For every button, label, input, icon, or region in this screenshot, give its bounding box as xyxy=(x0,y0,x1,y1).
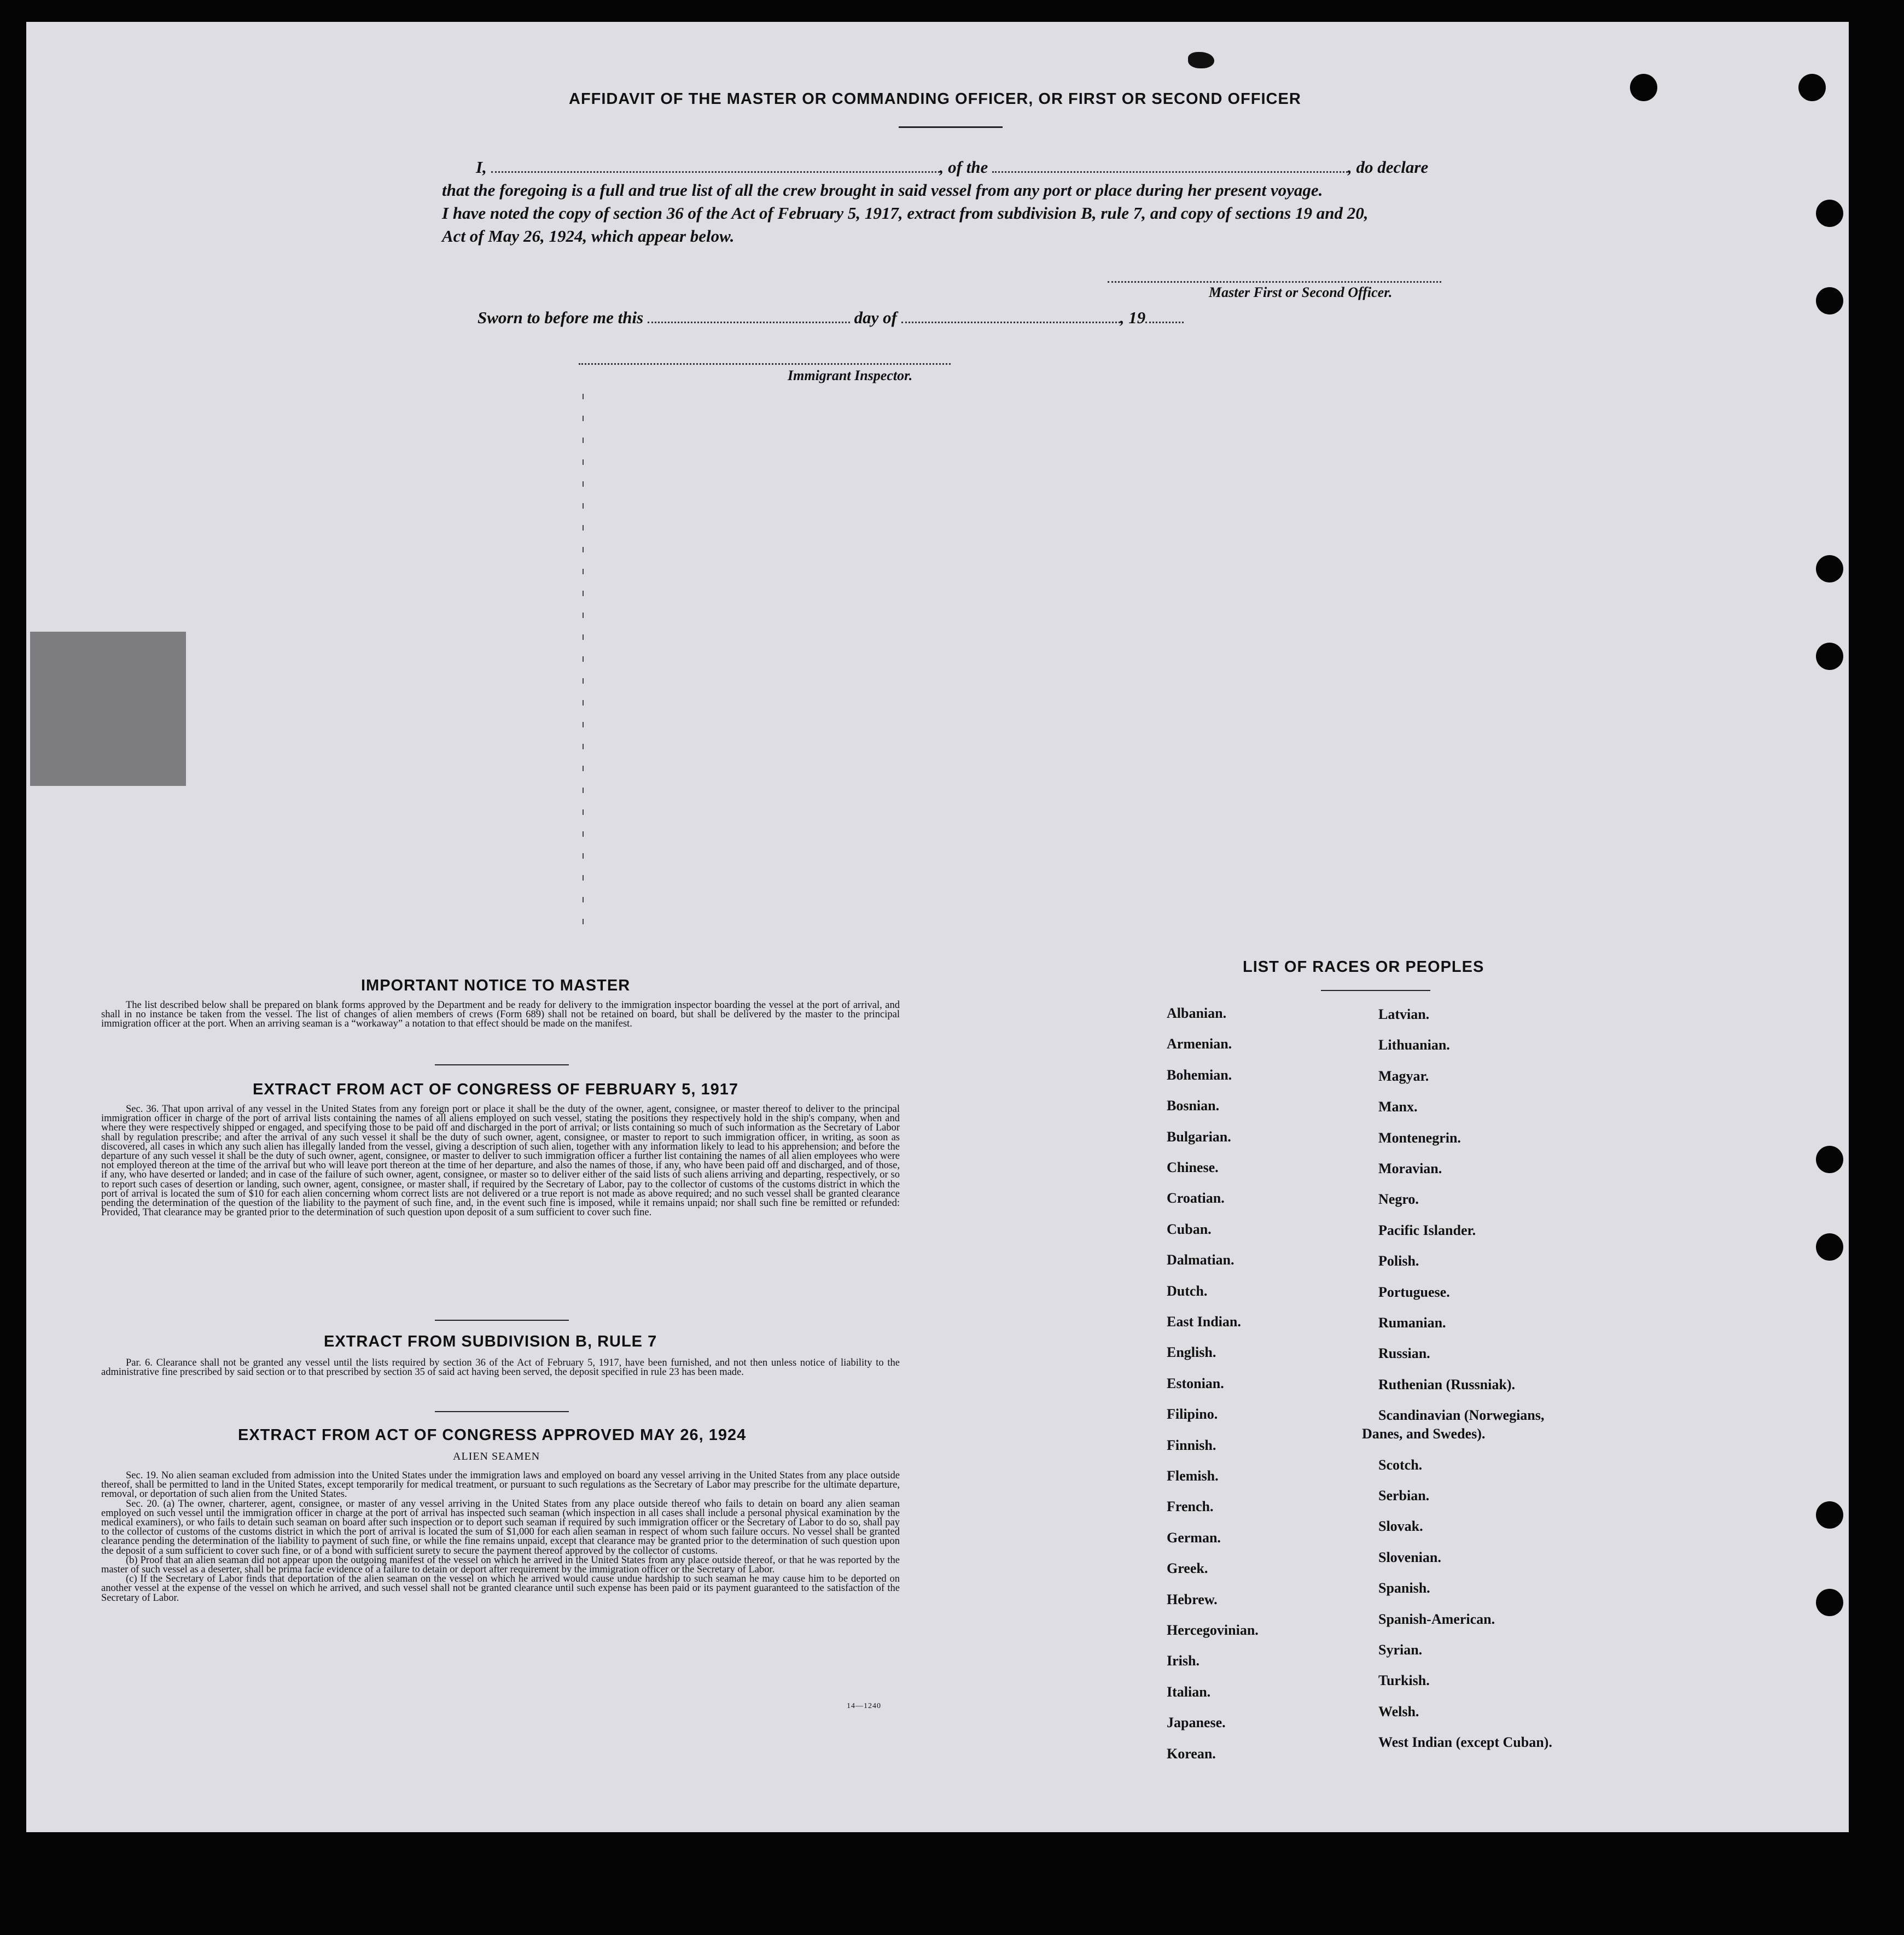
race-item: Montenegrin. xyxy=(1378,1129,1461,1146)
race-item: Pacific Islander. xyxy=(1378,1222,1476,1238)
race-item: Finnish. xyxy=(1167,1437,1216,1453)
race-item: Manx. xyxy=(1378,1099,1418,1115)
race-item: Syrian. xyxy=(1378,1642,1423,1658)
punch-hole xyxy=(1816,1589,1843,1616)
punch-hole xyxy=(1816,287,1843,314)
race-item: Hercegovinian. xyxy=(1167,1622,1259,1638)
declaration-line-2: that the foregoing is a full and true list of all the crew brought in said vessel from any port or place during her present voyage. xyxy=(442,180,1323,200)
notice-paragraph: The list described below shall be prepared on blank forms approved by the Department and be ready for delivery to the immigration inspector boarding the vessel at the port of arrival, and shall in no instance be taken from the vessel. The list of changes of alien members of crews (Form 689) shall not be retained on board, but shall be delivered by the master to the principal immigration officer at the port. When an arriving seaman is a “workaway” a notation to that effect should be made on the manifest. xyxy=(101,1000,900,1030)
race-item: Flemish. xyxy=(1167,1468,1219,1484)
race-item: Negro. xyxy=(1378,1191,1419,1208)
section-divider xyxy=(435,1064,569,1065)
extract-1917-title: EXTRACT FROM ACT OF CONGRESS OF FEBRUARY 5, 1917 xyxy=(253,1081,739,1098)
declaration-line-4: Act of May 26, 1924, which appear below. xyxy=(442,226,735,246)
race-item: East Indian. xyxy=(1167,1314,1241,1330)
race-item: Moravian. xyxy=(1378,1161,1442,1176)
race-item: Japanese. xyxy=(1167,1715,1226,1731)
extract-1924-title: EXTRACT FROM ACT OF CONGRESS APPROVED MAY 26, 1924 xyxy=(238,1426,747,1444)
race-item: Bohemian. xyxy=(1167,1066,1232,1083)
sworn-text: Sworn to before me this xyxy=(478,308,644,327)
sworn-line xyxy=(478,308,1184,328)
notice-text xyxy=(101,1001,900,1029)
rule-7-text xyxy=(101,1359,900,1377)
year-text: , 19 xyxy=(1120,308,1146,327)
ink-blot xyxy=(1188,52,1214,68)
race-item: Magyar. xyxy=(1378,1068,1429,1084)
punch-hole xyxy=(1816,1233,1843,1261)
punch-hole xyxy=(1816,1501,1843,1529)
race-item: Dalmatian. xyxy=(1167,1252,1235,1268)
section-divider xyxy=(435,1411,569,1412)
race-item: Chinese. xyxy=(1167,1159,1219,1175)
race-item: Filipino. xyxy=(1167,1406,1218,1423)
race-item: Hebrew. xyxy=(1167,1591,1218,1607)
section-divider xyxy=(435,1320,569,1321)
race-item: Turkish. xyxy=(1378,1672,1430,1689)
sworn-day-blank[interactable] xyxy=(648,318,850,323)
race-item: Greek. xyxy=(1167,1560,1208,1577)
race-item: Bulgarian. xyxy=(1167,1128,1231,1145)
race-item: Portuguese. xyxy=(1378,1284,1450,1300)
race-item: Polish. xyxy=(1378,1253,1419,1269)
race-item: Armenian. xyxy=(1167,1036,1232,1052)
race-item: Scandinavian (Norwegians, xyxy=(1378,1407,1545,1424)
race-item: Slovak. xyxy=(1378,1518,1423,1535)
extract-1924-text xyxy=(101,1471,900,1603)
declaration-declare: , do declare xyxy=(1348,158,1429,177)
sworn-month-blank[interactable] xyxy=(901,318,1120,323)
race-item: Scotch. xyxy=(1378,1456,1423,1473)
race-item: Albanian. xyxy=(1167,1005,1227,1021)
affidavit-title: AFFIDAVIT OF THE MASTER OR COMMANDING OFFICER, OR FIRST OR SECOND OFFICER xyxy=(569,90,1301,108)
race-item: Latvian. xyxy=(1378,1006,1430,1022)
sec-20a-paragraph: Sec. 20. (a) The owner, charterer, agent, consignee, or master of any vessel arriving in the United States from any place outside thereof who fails to detain on board any alien seaman employed on such vessel until the immigration officer in charge at the port of arrival has inspected such seaman (which inspection in all cases shall include a personal physical examination by the medical examiners), or who fails to detain such seaman on board after such inspection or to deport such seaman if required by such immigration officer or the Secretary of Labor to do so, shall pay to the collector of customs of the customs district in which the port of arrival is located the sum of $1,000 for each alien seaman in respect of whom such failure occurs. No vessel shall be granted clearance pending the determination of the liability to payment of such fine, or while the fine remains unpaid, except that clearance may be granted prior to the determination of such question upon the deposit of a sum sufficient to cover such fine, or of a bond with sufficient surety to secure the payment thereof approved by the collector of customs. xyxy=(101,1498,900,1557)
race-item: Slovenian. xyxy=(1378,1549,1441,1565)
races-title: LIST OF RACES OR PEOPLES xyxy=(1243,958,1484,976)
race-item: Russian. xyxy=(1378,1345,1430,1362)
par-6-paragraph: Par. 6. Clearance shall not be granted any vessel until the lists required by section 36 of the Act of February 5, 1917, have been furnished, and not then unless notice of liability to the administrative fine prescribed by said section or to that prescribed by section 35 of said act having been served, the deposit specified in rule 23 has been made. xyxy=(101,1357,900,1378)
notice-title: IMPORTANT NOTICE TO MASTER xyxy=(361,977,631,994)
day-of-text: day of xyxy=(854,308,897,327)
sec-20c-paragraph: (c) If the Secretary of Labor finds that deportation of the alien seaman on the vessel on which he arrived would cause undue hardship to such seaman he may cause him to be deported on another vessel at the expense of the vessel on which he arrived, and such vessel shall not be granted clearance until such expense has been paid or its payment guaranteed to the satisfaction of the Secretary of Labor. xyxy=(101,1573,900,1604)
race-item: French. xyxy=(1167,1499,1214,1515)
sworn-year-blank[interactable] xyxy=(1145,318,1184,323)
race-item: West Indian (except Cuban). xyxy=(1378,1734,1552,1751)
master-signature-line[interactable] xyxy=(1108,281,1441,283)
master-signature-label: Master First or Second Officer. xyxy=(1209,284,1393,300)
stamp-mark xyxy=(30,632,186,786)
punch-hole xyxy=(1816,555,1843,582)
race-item: German. xyxy=(1167,1529,1221,1546)
race-item: Cuban. xyxy=(1167,1221,1212,1237)
race-item: Bosnian. xyxy=(1167,1098,1220,1114)
declaration-line-1 xyxy=(476,158,1428,177)
extract-1917-text xyxy=(101,1105,900,1217)
race-item: Korean. xyxy=(1167,1745,1216,1762)
sec-20b-paragraph: (b) Proof that an alien seaman did not appear upon the outgoing manifest of the vessel on which he arrived in the United States from any place outside thereof, or that he was reported by the master of such vessel as a deserter, shall be prima facie evidence of a failure to detain or deport after requirement by the immigration officer or the Secretary of Labor. xyxy=(101,1554,900,1576)
race-item: Serbian. xyxy=(1378,1488,1430,1503)
race-item: English. xyxy=(1167,1344,1216,1361)
races-divider xyxy=(1321,990,1430,991)
declaration-i: I, xyxy=(476,158,487,177)
punch-hole xyxy=(1816,643,1843,670)
race-item: Spanish. xyxy=(1378,1580,1430,1596)
race-item: Italian. xyxy=(1167,1683,1211,1700)
sec-19-paragraph: Sec. 19. No alien seaman excluded from admission into the United States under the immigration laws and employed on board any vessel arriving in the United States from any place outside thereof, shall be permitted to land in the United States, except temporarily for medical treatment, or pursuant to such regulations as the Secretary of Labor may prescribe for the ultimate departure, removal, or deportation of such alien from the United States. xyxy=(101,1470,900,1500)
punch-hole xyxy=(1630,74,1657,101)
fold-mark xyxy=(583,394,584,941)
race-item: Danes, and Swedes). xyxy=(1362,1426,1486,1442)
form-number: 14—1240 xyxy=(847,1702,881,1710)
race-item: Irish. xyxy=(1167,1653,1200,1669)
punch-hole xyxy=(1816,1146,1843,1173)
race-item: Lithuanian. xyxy=(1378,1037,1450,1053)
vessel-blank[interactable] xyxy=(992,168,1348,173)
scan-border xyxy=(1849,0,1903,1935)
inspector-signature-label: Immigrant Inspector. xyxy=(788,368,913,383)
declaration-line-3: I have noted the copy of section 36 of the Act of February 5, 1917, extract from subdivision B, rule 7, and copy of sections 19 and 20, xyxy=(442,203,1369,223)
race-item: Estonian. xyxy=(1167,1375,1224,1391)
race-item: Dutch. xyxy=(1167,1283,1208,1299)
title-divider xyxy=(899,126,1003,128)
inspector-signature-line[interactable] xyxy=(579,363,951,365)
rule-7-title: EXTRACT FROM SUBDIVISION B, RULE 7 xyxy=(324,1333,657,1350)
punch-hole xyxy=(1816,200,1843,227)
declaration-of: , of the xyxy=(939,158,988,177)
race-item: Croatian. xyxy=(1167,1190,1225,1207)
race-item: Welsh. xyxy=(1378,1703,1419,1720)
sec-36-paragraph: Sec. 36. That upon arrival of any vessel in the United States from any foreign port or place it shall be the duty of the owner, agent, consignee, or master thereof to deliver to the principal immigration officer in charge of the port of arrival lists containing the names of all aliens employed on such vessel, stating the positions they respectively hold in the ship's company, when and where they were respectively shipped or engaged, and specifying those to be paid off and discharged in the port of arrival; or lists containing so much of such information as the Secretary of Labor shall by regulation prescribe; and after the arrival of any such vessel it shall be the duty of such owner, agent, consignee, or master to report to such immigration officer, in writing, as soon as discovered, all cases in which any such alien has illegally landed from the vessel, giving a description of such alien, together with any information likely to lead to his apprehension; and before the departure of any such vessel it shall be the duty of such owner, agent, consignee, or master to deliver to such immigration officer a further list containing the names of all alien employees who were not employed thereon at the time of the arrival but who will leave port thereon at the time of her departure, and also the names of those, if any, who have been paid off and discharged, and of those, if any, who have deserted or landed; and in case of the failure of such owner, agent, consignee, or master so to deliver either of the said lists of such aliens arriving and departing, respectively, or so to report such cases of desertion or landing, such owner, agent, consignee, or master shall, if required by the Secretary of Labor, pay to the collector of customs of the customs district in which the port of arrival is located the sum of $10 for each alien concerning whom correct lists are not delivered or a true report is not made as above required; and no such vessel shall be granted clearance pending the determination of the question of the liability to the payment of such fine, and, in the event such fine is imposed, while it remains unpaid; nor shall such fine be remitted or refunded: Provided, That clearance may be granted prior to the determination of such question upon deposit of a sum sufficient to cover such fine. xyxy=(101,1104,900,1219)
race-item: Rumanian. xyxy=(1378,1315,1446,1331)
alien-seamen-subtitle: ALIEN SEAMEN xyxy=(453,1450,540,1462)
race-item: Ruthenian (Russniak). xyxy=(1378,1376,1515,1392)
punch-hole xyxy=(1798,74,1826,101)
name-blank[interactable] xyxy=(491,168,940,173)
race-item: Spanish-American. xyxy=(1378,1611,1495,1627)
